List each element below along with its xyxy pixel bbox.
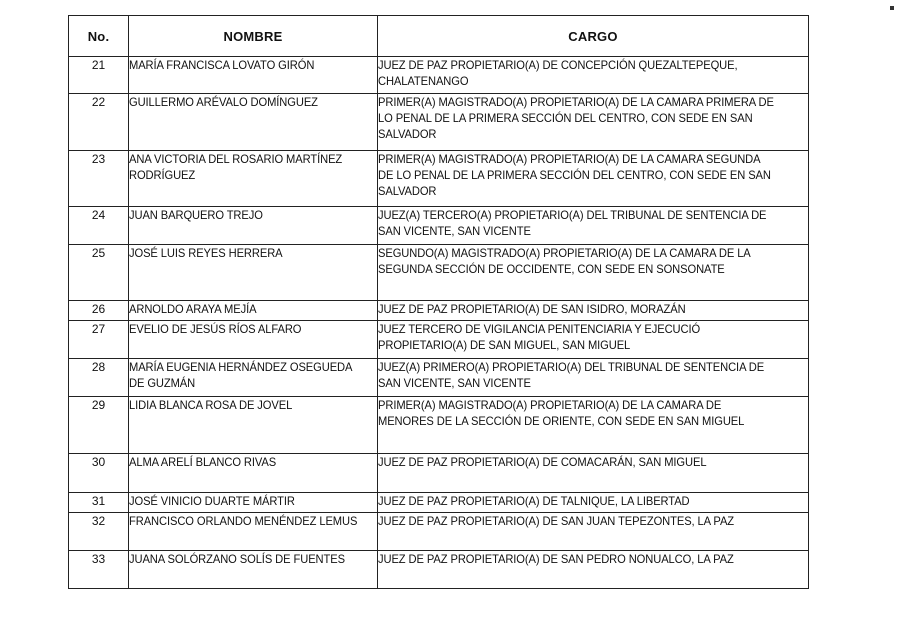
row-nombre: ARNOLDO ARAYA MEJÍA bbox=[129, 301, 378, 321]
row-nombre: EVELIO DE JESÚS RÍOS ALFARO bbox=[129, 321, 378, 359]
row-cargo: JUEZ DE PAZ PROPIETARIO(A) DE CONCEPCIÓN QUEZALTEPEQUE, CHALATENANGO bbox=[378, 57, 809, 94]
row-nombre: GUILLERMO ARÉVALO DOMÍNGUEZ bbox=[129, 94, 378, 151]
table-row bbox=[69, 454, 809, 493]
row-cargo: SEGUNDO(A) MAGISTRADO(A) PROPIETARIO(A) DE LA CAMARA DE LA SEGUNDA SECCIÓN DE OCCIDENTE, CON SEDE EN SONSONATE bbox=[378, 245, 809, 301]
row-nombre: MARÍA EUGENIA HERNÁNDEZ OSEGUEDA DE GUZMÁN bbox=[129, 359, 378, 397]
row-nombre: JOSÉ LUIS REYES HERRERA bbox=[129, 245, 378, 301]
table-row bbox=[69, 493, 809, 513]
row-number: 26 bbox=[69, 301, 129, 321]
row-nombre: JUAN BARQUERO TREJO bbox=[129, 207, 378, 245]
header-cargo: CARGO bbox=[378, 16, 809, 57]
table-row bbox=[69, 551, 809, 589]
table-row bbox=[69, 321, 809, 359]
row-number: 23 bbox=[69, 151, 129, 207]
row-number: 28 bbox=[69, 359, 129, 397]
row-number: 29 bbox=[69, 397, 129, 454]
row-cargo: JUEZ DE PAZ PROPIETARIO(A) DE TALNIQUE, LA LIBERTAD bbox=[378, 493, 809, 513]
header-no: No. bbox=[69, 16, 129, 57]
row-number: 22 bbox=[69, 94, 129, 151]
row-cargo: PRIMER(A) MAGISTRADO(A) PROPIETARIO(A) DE LA CAMARA PRIMERA DE LO PENAL DE LA PRIMERA SECCIÓN DEL CENTRO, CON SEDE EN SAN SALVADOR bbox=[378, 94, 809, 151]
row-cargo: PRIMER(A) MAGISTRADO(A) PROPIETARIO(A) DE LA CAMARA DE MENORES DE LA SECCIÓN DE ORIENTE, CON SEDE EN SAN MIGUEL bbox=[378, 397, 809, 454]
row-number: 21 bbox=[69, 57, 129, 94]
row-nombre: JUANA SOLÓRZANO SOLÍS DE FUENTES bbox=[129, 551, 378, 589]
table-row bbox=[69, 57, 809, 94]
table-row bbox=[69, 151, 809, 207]
table-row bbox=[69, 94, 809, 151]
table-row bbox=[69, 359, 809, 397]
row-cargo: JUEZ DE PAZ PROPIETARIO(A) DE COMACARÁN, SAN MIGUEL bbox=[378, 454, 809, 493]
row-cargo: JUEZ DE PAZ PROPIETARIO(A) DE SAN PEDRO NONUALCO, LA PAZ bbox=[378, 551, 809, 589]
row-nombre: FRANCISCO ORLANDO MENÉNDEZ LEMUS bbox=[129, 513, 378, 551]
row-nombre: ALMA ARELÍ BLANCO RIVAS bbox=[129, 454, 378, 493]
table-row bbox=[69, 397, 809, 454]
row-number: 24 bbox=[69, 207, 129, 245]
row-nombre: ANA VICTORIA DEL ROSARIO MARTÍNEZ RODRÍGUEZ bbox=[129, 151, 378, 207]
table-row bbox=[69, 207, 809, 245]
row-cargo: JUEZ DE PAZ PROPIETARIO(A) DE SAN JUAN TEPEZONTES, LA PAZ bbox=[378, 513, 809, 551]
row-cargo: JUEZ DE PAZ PROPIETARIO(A) DE SAN ISIDRO, MORAZÁN bbox=[378, 301, 809, 321]
table-row bbox=[69, 245, 809, 301]
row-number: 25 bbox=[69, 245, 129, 301]
row-cargo: JUEZ(A) PRIMERO(A) PROPIETARIO(A) DEL TRIBUNAL DE SENTENCIA DE SAN VICENTE, SAN VICENTE bbox=[378, 359, 809, 397]
roster-table bbox=[68, 15, 809, 589]
table-row bbox=[69, 301, 809, 321]
row-cargo: JUEZ(A) TERCERO(A) PROPIETARIO(A) DEL TRIBUNAL DE SENTENCIA DE SAN VICENTE, SAN VICENTE bbox=[378, 207, 809, 245]
row-nombre: MARÍA FRANCISCA LOVATO GIRÓN bbox=[129, 57, 378, 94]
row-number: 27 bbox=[69, 321, 129, 359]
row-nombre: JOSÉ VINICIO DUARTE MÁRTIR bbox=[129, 493, 378, 513]
header-nombre: NOMBRE bbox=[129, 16, 378, 57]
row-cargo: PRIMER(A) MAGISTRADO(A) PROPIETARIO(A) DE LA CAMARA SEGUNDA DE LO PENAL DE LA PRIMERA SECCIÓN DEL CENTRO, CON SEDE EN SAN SALVADOR bbox=[378, 151, 809, 207]
row-number: 31 bbox=[69, 493, 129, 513]
row-cargo: JUEZ TERCERO DE VIGILANCIA PENITENCIARIA Y EJECUCIÓ PROPIETARIO(A) DE SAN MIGUEL, SAN MIGUEL bbox=[378, 321, 809, 359]
scan-mark bbox=[890, 6, 894, 10]
header-row bbox=[69, 16, 809, 57]
row-number: 33 bbox=[69, 551, 129, 589]
row-number: 30 bbox=[69, 454, 129, 493]
row-number: 32 bbox=[69, 513, 129, 551]
row-nombre: LIDIA BLANCA ROSA DE JOVEL bbox=[129, 397, 378, 454]
table-row bbox=[69, 513, 809, 551]
